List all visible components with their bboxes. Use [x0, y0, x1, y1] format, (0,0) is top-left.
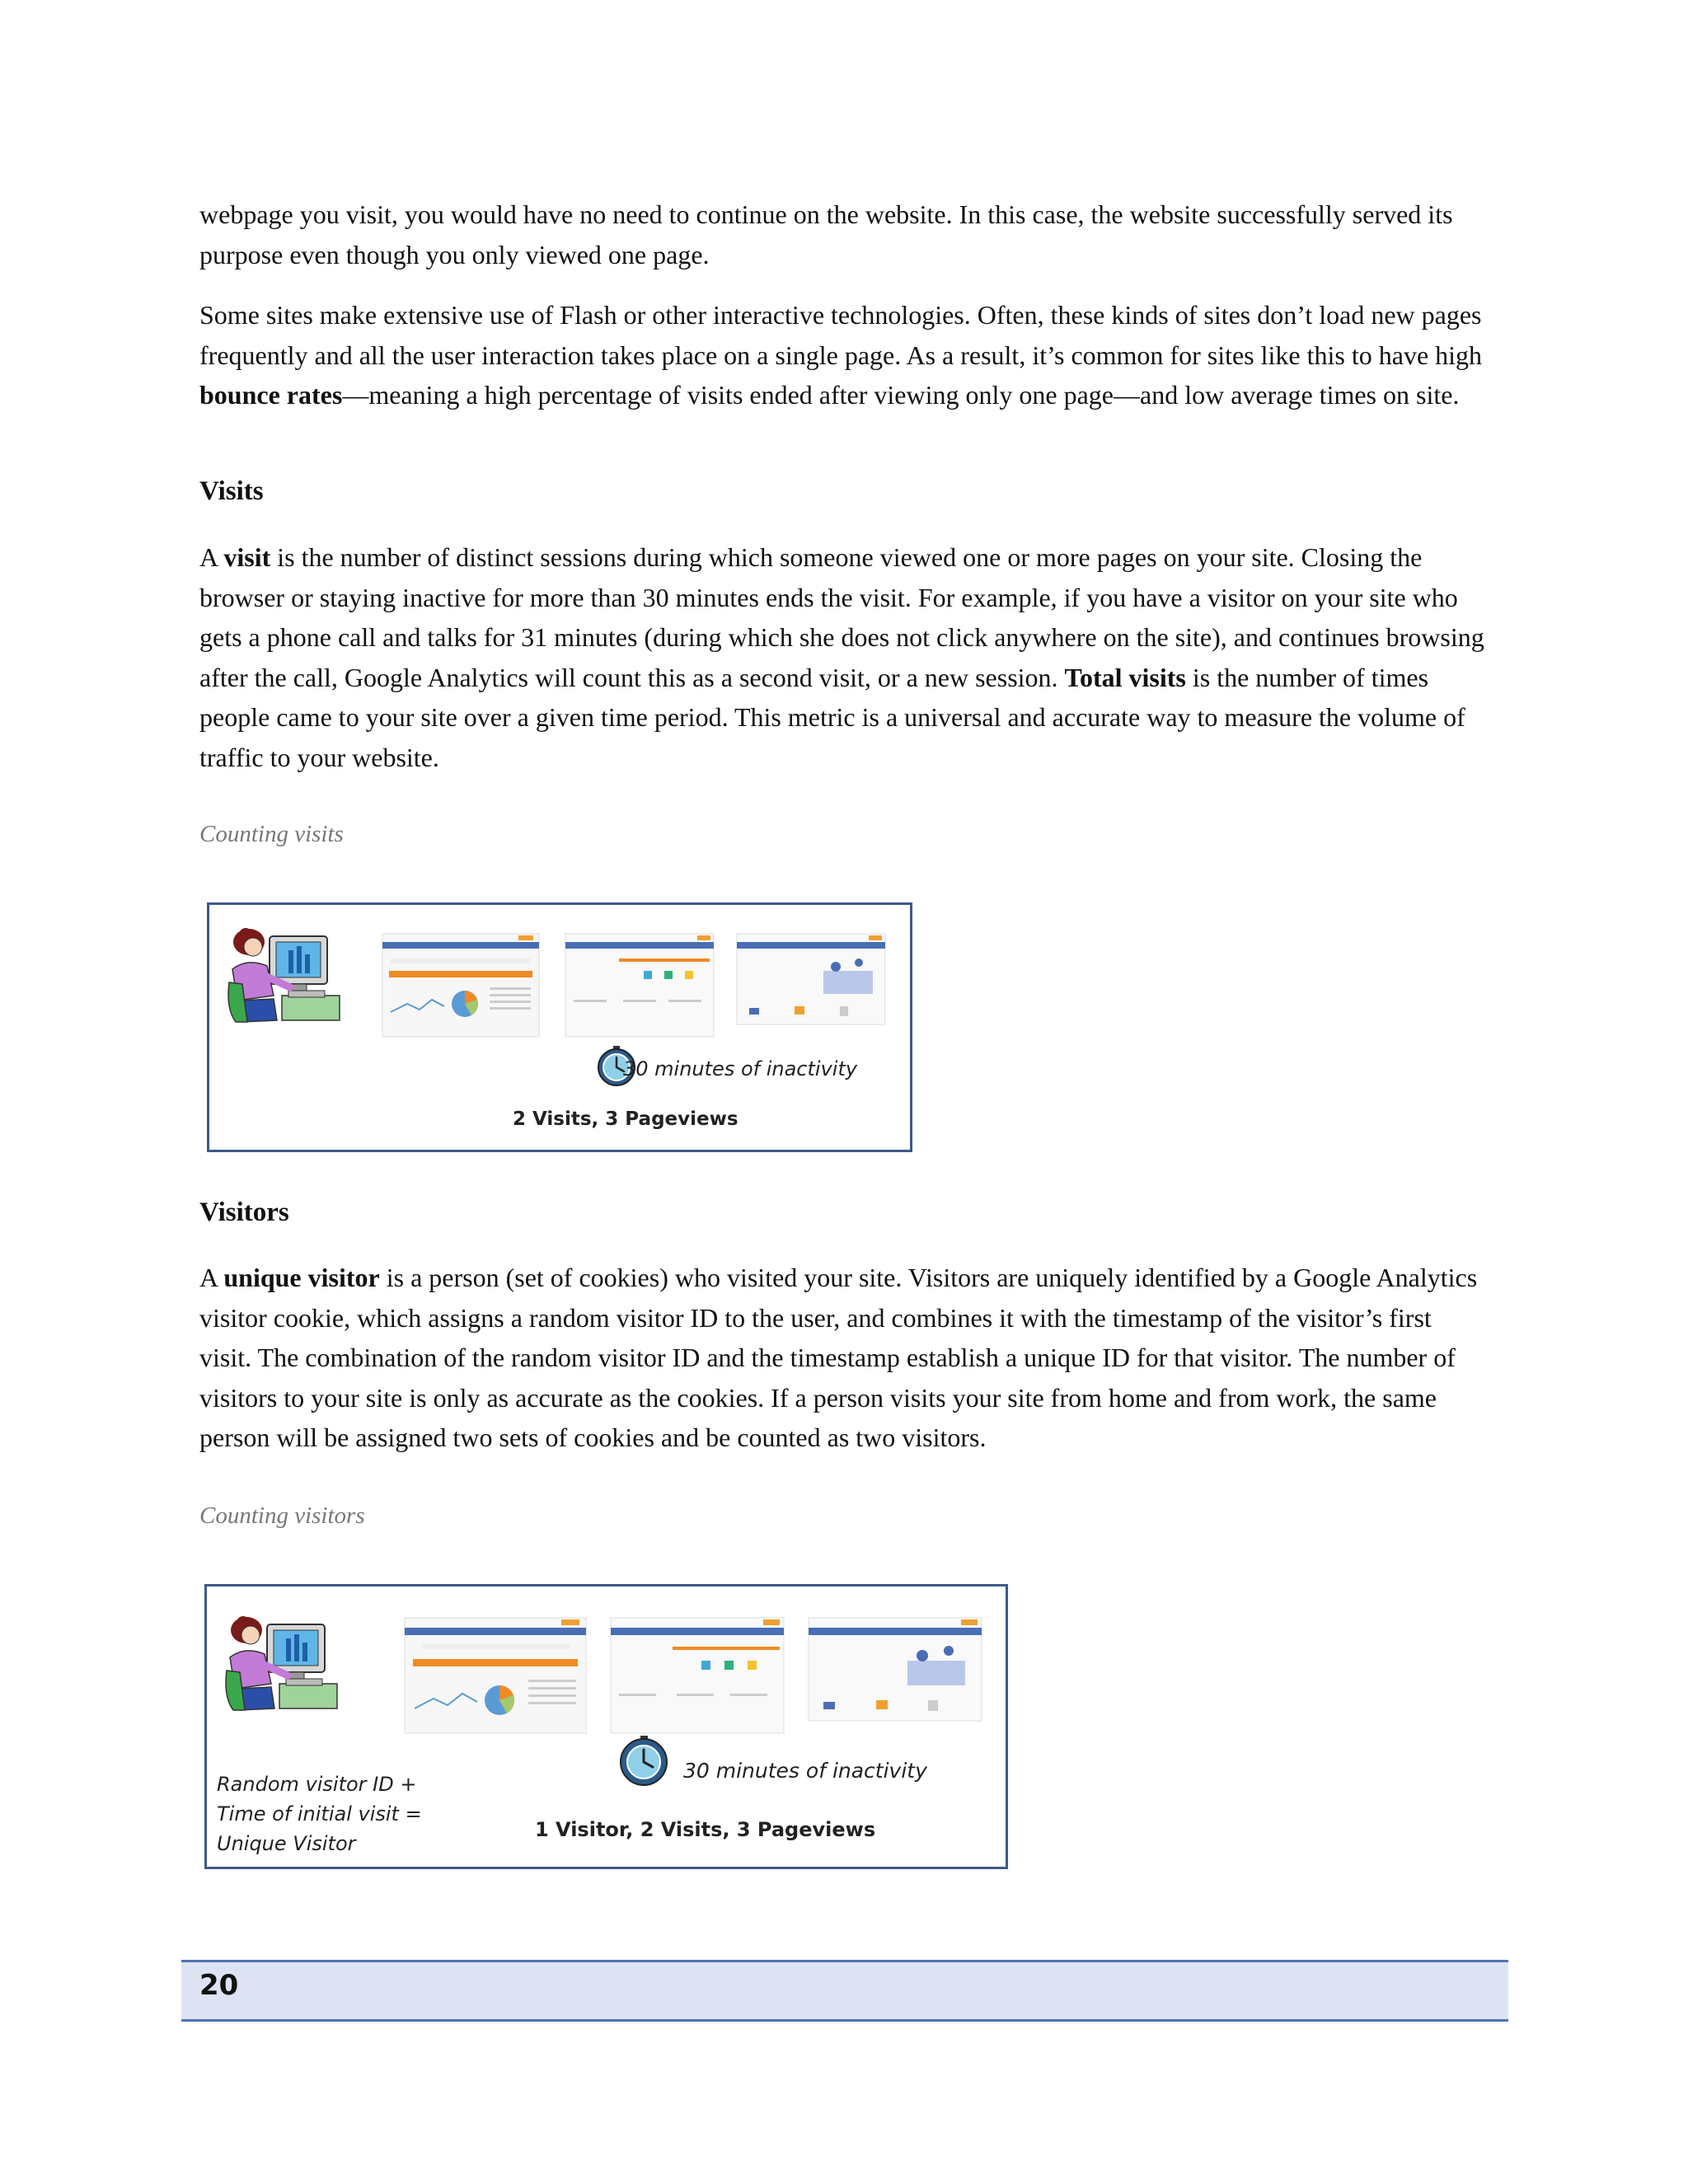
visitors-summary-label: 1 Visitor, 2 Visits, 3 Pageviews [535, 1818, 876, 1841]
heading-visits: Visits [199, 476, 264, 506]
text-segment: is the number of times people came to your site over a given time period. This metric is a universal and accurate way to measure the volume of traffic to your website. [199, 662, 1465, 772]
person-at-computer-icon [226, 1616, 337, 1710]
text-segment: —meaning a high percentage of visits ended after viewing only one page—and low average times on site. [342, 380, 1460, 410]
page-footer [181, 1960, 1508, 2022]
inactivity-label: 30 minutes of inactivity [623, 1057, 858, 1080]
screenshot-thumbnail-page-1 [382, 934, 539, 1037]
figure-counting-visits [207, 902, 912, 1152]
text-segment: Some sites make extensive use of Flash or other interactive technologies. Often, these kinds of sites don’t load new pages frequently and all the user interaction takes place on a single page. As a result, it’s common for sites like this to have high [199, 300, 1483, 370]
term-visit: visit [223, 542, 271, 572]
figure-counting-visitors [204, 1584, 1008, 1869]
person-at-computer-icon [228, 928, 340, 1022]
screenshot-thumbnail-page-3 [737, 934, 885, 1024]
text-segment: A [199, 1263, 224, 1292]
stopwatch-icon [621, 1736, 667, 1785]
paragraph-visitors [199, 1258, 1489, 1458]
unique-visitor-formula-line-2: Time of initial visit = [217, 1802, 422, 1825]
screenshot-thumbnail-page-3 [809, 1618, 982, 1721]
paragraph-intro-text: webpage you visit, you would have no need to continue on the website. In this case, the website successfully served its purpose even though you only viewed one page. [199, 199, 1453, 269]
caption-counting-visits: Counting visits [199, 821, 344, 847]
text-segment: is the number of distinct sessions during which someone viewed one or more pages on your site. Closing the browser or staying inactive for more than 30 minutes ends the visit. For example, if you have a visitor on your site who gets a phone call and talks for 31 minutes (during which she does not click anywhere on the site), and continues browsing after the call, Google Analytics will count this as a second visit, or a new session. [199, 542, 1484, 692]
heading-visitors: Visitors [199, 1197, 289, 1227]
visits-summary-label: 2 Visits, 3 Pageviews [513, 1108, 738, 1130]
caption-counting-visitors: Counting visitors [199, 1502, 365, 1529]
text-segment: is a person (set of cookies) who visited your site. Visitors are uniquely identified by a Google Analytics visitor cookie, which assigns a random visitor ID to the user, and combines it with the timestamp of the visitor’s first visit. The combination of the random visitor ID and the timestamp establish a unique ID for that visitor. The number of visitors to your site is only as accurate as the cookies. If a person visits your site from home and from work, the same person will be assigned two sets of cookies and be counted as two visitors. [199, 1263, 1478, 1452]
term-bounce-rates: bounce rates [199, 380, 343, 410]
unique-visitor-formula-line-1: Random visitor ID + [217, 1773, 417, 1796]
paragraph-intro [199, 194, 1489, 274]
text-segment: A [199, 542, 224, 572]
term-unique-visitor: unique visitor [223, 1263, 380, 1292]
inactivity-label: 30 minutes of inactivity [683, 1759, 927, 1783]
paragraph-visits [199, 537, 1489, 777]
screenshot-thumbnail-page-2 [611, 1618, 784, 1733]
page-number: 20 [199, 1969, 239, 2002]
unique-visitor-formula-line-3: Unique Visitor [217, 1832, 356, 1855]
paragraph-bounce-rates [199, 295, 1489, 415]
screenshot-thumbnail-page-2 [565, 934, 714, 1037]
screenshot-thumbnail-page-1 [405, 1618, 586, 1733]
term-total-visits: Total visits [1064, 662, 1186, 692]
